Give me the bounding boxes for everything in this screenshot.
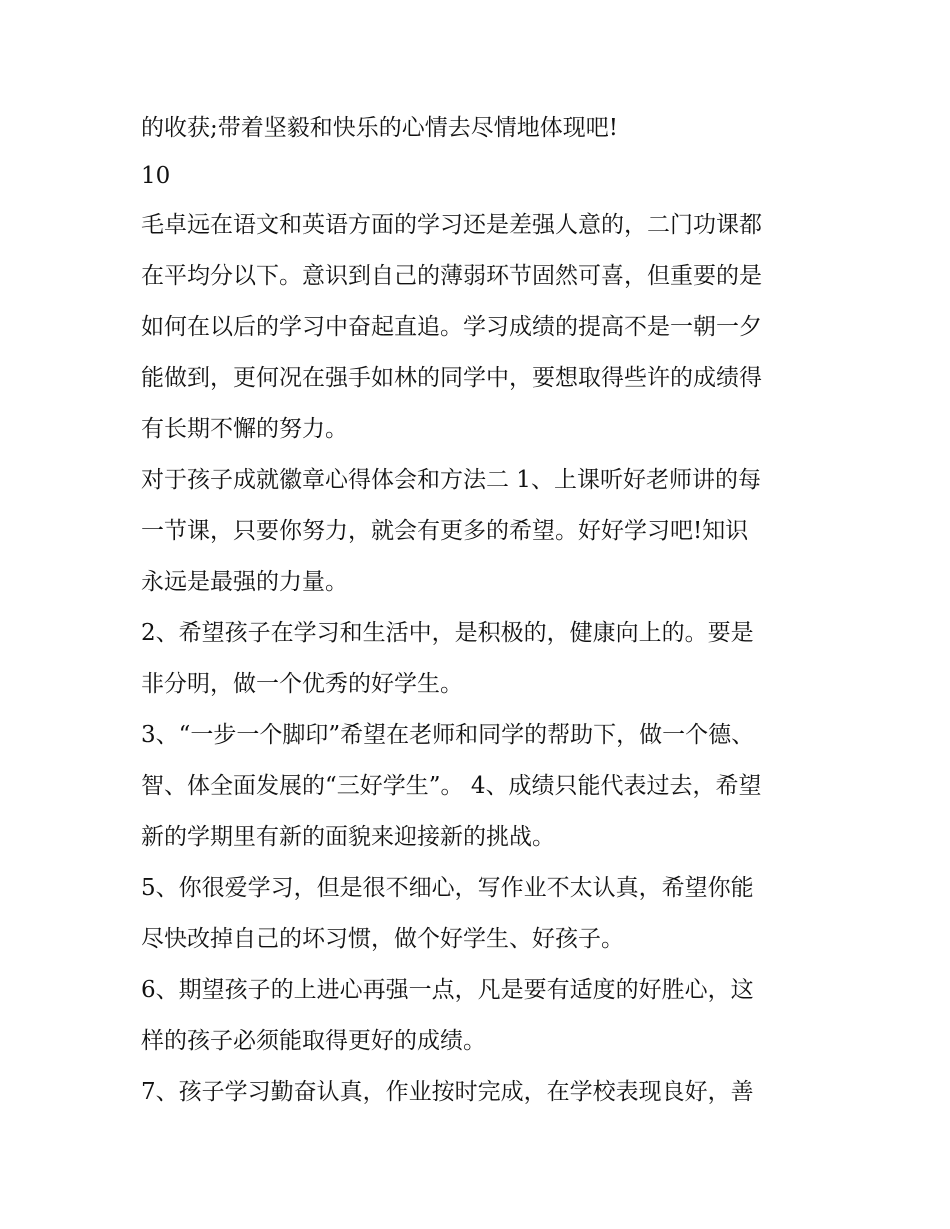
- text-line: 在平均分以下。意识到自己的薄弱环节固然可喜，但重要的是: [141, 263, 762, 289]
- text-line: 7、孩子学习勤奋认真，作业按时完成，在学校表现良好，善: [141, 1079, 754, 1105]
- text-line: 新的学期里有新的面貌来迎接新的挑战。: [141, 824, 555, 850]
- text-line: 5、你很爱学习，但是很不细心，写作业不太认真，希望你能: [141, 875, 754, 901]
- text-line: 智、体全面发展的“三好学生”。 4、成绩只能代表过去，希望: [141, 773, 762, 799]
- text-line: 一节课，只要你努力，就会有更多的希望。好好学习吧!知识: [141, 518, 749, 544]
- text-line: 有长期不懈的努力。: [141, 416, 348, 442]
- text-line: 永远是最强的力量。: [141, 569, 348, 595]
- text-line: 2、希望孩子在学习和生活中，是积极的，健康向上的。要是: [141, 620, 754, 646]
- text-line: 如何在以后的学习中奋起直追。学习成绩的提高不是一朝一夕: [141, 314, 762, 340]
- text-line: 对于孩子成就徽章心得体会和方法二 1、上课听好老师讲的每: [141, 467, 761, 493]
- text-line: 能做到，更何况在强手如林的同学中，要想取得些许的成绩得: [141, 365, 762, 391]
- text-line: 非分明，做一个优秀的好学生。: [141, 671, 463, 697]
- text-line: 的收获;带着坚毅和快乐的心情去尽情地体现吧!: [141, 115, 618, 141]
- text-line: 10: [141, 163, 171, 189]
- text-line: 毛卓远在语文和英语方面的学习还是差强人意的，二门功课都: [141, 212, 762, 238]
- text-line: 样的孩子必须能取得更好的成绩。: [141, 1028, 486, 1054]
- document-body: [141, 104, 821, 1118]
- text-line: 3、“一步一个脚印”希望在老师和同学的帮助下，做一个德、: [141, 722, 755, 748]
- text-line: 6、期望孩子的上进心再强一点，凡是要有适度的好胜心，这: [141, 977, 754, 1003]
- text-line: 尽快改掉自己的坏习惯，做个好学生、好孩子。: [141, 926, 624, 952]
